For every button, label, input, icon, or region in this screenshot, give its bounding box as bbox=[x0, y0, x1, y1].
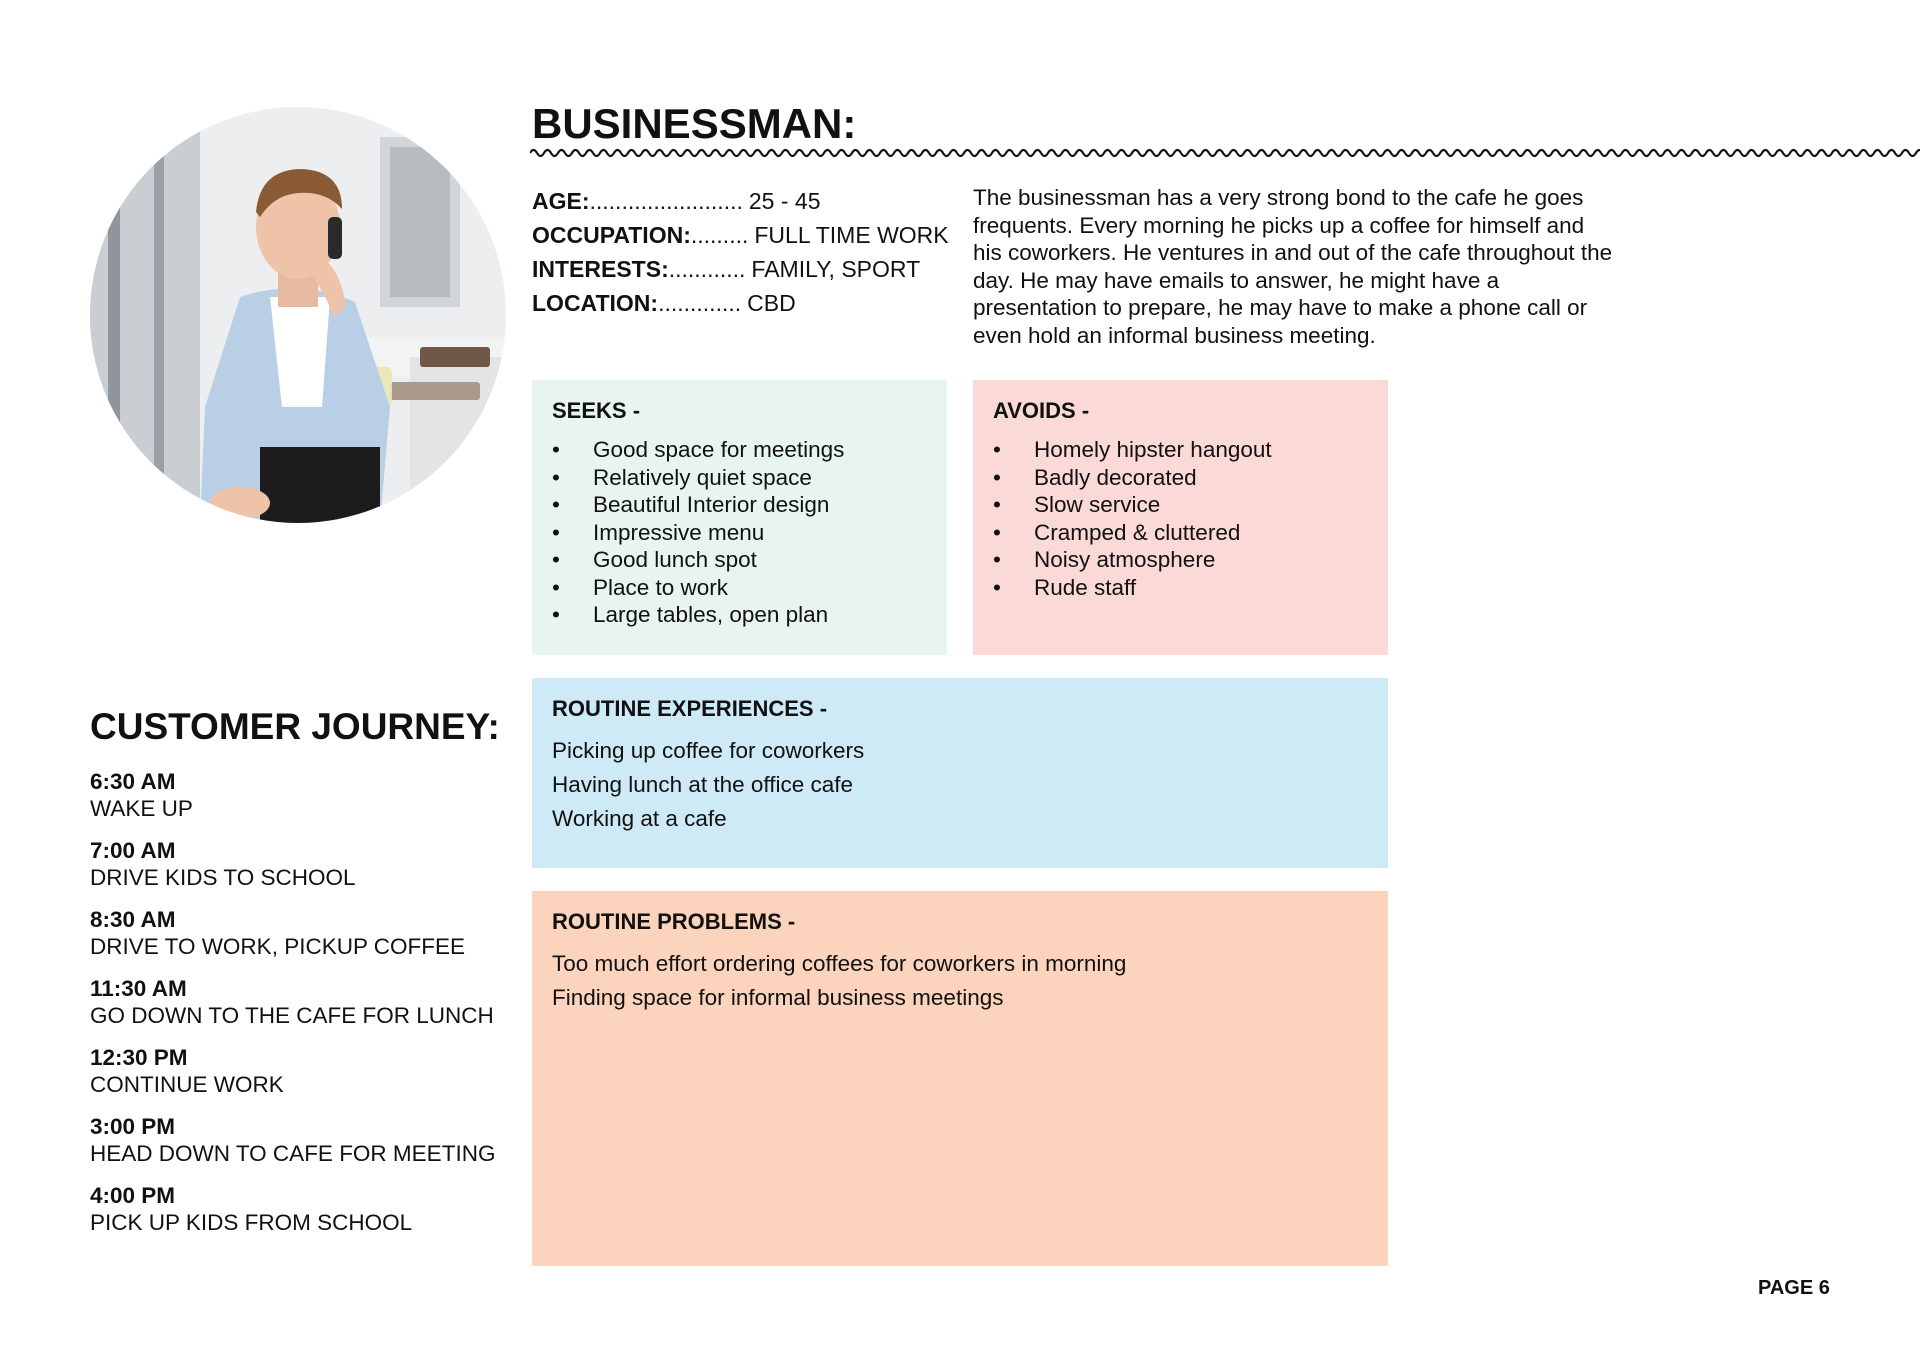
fact-occupation-label: OCCUPATION: bbox=[532, 222, 691, 248]
avoids-title: AVOIDS - bbox=[993, 398, 1090, 423]
bullet: • bbox=[993, 547, 1001, 572]
seeks-item-text: Place to work bbox=[593, 574, 729, 600]
fact-interests-leader: ............ bbox=[668, 256, 746, 282]
seeks-list bbox=[552, 436, 927, 629]
list-item: Having lunch at the office cafe bbox=[552, 772, 854, 797]
list-item: Picking up coffee for coworkers bbox=[552, 738, 865, 763]
seeks-card bbox=[532, 380, 947, 655]
journey-step-activity: PICK UP KIDS FROM SCHOOL bbox=[90, 1210, 413, 1235]
list-item bbox=[552, 436, 927, 464]
bullet: • bbox=[552, 602, 560, 627]
seeks-item-text: Good lunch spot bbox=[593, 547, 757, 572]
list-item bbox=[552, 574, 927, 602]
journey-step bbox=[90, 906, 495, 960]
journey-step-activity: DRIVE TO WORK, PICKUP COFFEE bbox=[90, 934, 466, 959]
list-item bbox=[993, 464, 1368, 492]
list-item bbox=[552, 519, 927, 547]
persona-bio: The businessman has a very strong bond to the cafe he goes frequents. Every morning he picks up a coffee for himself and his coworkers. He ventures in and out of the cafe throughout the day. He may have emails to answer, he might have a presentation to prepare, he may have to make a phone call or even hold an informal business meeting. bbox=[973, 185, 1613, 348]
bullet: • bbox=[552, 437, 560, 462]
seeks-item-text: Beautiful Interior design bbox=[593, 492, 830, 517]
bullet: • bbox=[993, 437, 1001, 462]
bullet: • bbox=[552, 519, 560, 545]
journey-step-activity: GO DOWN TO THE CAFE FOR LUNCH bbox=[90, 1003, 494, 1028]
journey-step-activity: DRIVE KIDS TO SCHOOL bbox=[90, 865, 356, 890]
list-item bbox=[993, 546, 1368, 574]
journey-step-activity: WAKE UP bbox=[90, 796, 193, 821]
fact-location bbox=[532, 286, 949, 320]
routine-experiences-title: ROUTINE EXPERIENCES - bbox=[552, 696, 828, 721]
journey-step-time: 12:30 PM bbox=[90, 1045, 188, 1070]
journey-step-time: 4:00 PM bbox=[90, 1183, 176, 1208]
journey-step bbox=[90, 1113, 495, 1167]
avoids-list bbox=[993, 436, 1368, 601]
seeks-title: SEEKS - bbox=[552, 398, 641, 423]
avoids-item-text: Rude staff bbox=[1034, 574, 1137, 600]
journey-step-time: 7:00 AM bbox=[90, 838, 176, 863]
bullet: • bbox=[993, 492, 1001, 517]
journey-step bbox=[90, 975, 495, 1029]
routine-problems-title: ROUTINE PROBLEMS - bbox=[552, 909, 796, 934]
fact-occupation-value: FULL TIME WORK bbox=[754, 222, 949, 248]
customer-journey-title: CUSTOMER JOURNEY: bbox=[90, 706, 500, 747]
bullet: • bbox=[993, 464, 1001, 490]
fact-age-label: AGE: bbox=[532, 188, 590, 214]
journey-step-time: 6:30 AM bbox=[90, 769, 176, 794]
seeks-item-text: Good space for meetings bbox=[593, 437, 845, 462]
fact-interests bbox=[532, 252, 949, 286]
list-item bbox=[552, 464, 927, 492]
avoids-item-text: Homely hipster hangout bbox=[1034, 437, 1272, 462]
routine-problems-card bbox=[532, 891, 1388, 1266]
bullet: • bbox=[993, 519, 1001, 545]
wavy-divider bbox=[530, 146, 1920, 160]
businessman-photo-illustration bbox=[90, 107, 506, 523]
list-item bbox=[993, 491, 1368, 519]
fact-age bbox=[532, 184, 949, 218]
bullet: • bbox=[552, 464, 560, 490]
fact-age-value: 25 - 45 bbox=[748, 188, 821, 214]
seeks-item-text: Impressive menu bbox=[593, 519, 765, 545]
journey-step-time: 8:30 AM bbox=[90, 907, 176, 932]
fact-interests-label: INTERESTS: bbox=[532, 256, 669, 282]
avoids-card bbox=[973, 380, 1388, 655]
seeks-item-text: Large tables, open plan bbox=[593, 602, 829, 627]
list-item: Too much effort ordering coffees for coworkers in morning bbox=[552, 951, 1127, 976]
persona-facts bbox=[532, 184, 949, 320]
avoids-item-text: Cramped & cluttered bbox=[1034, 519, 1241, 545]
fact-location-value: CBD bbox=[747, 290, 796, 316]
fact-location-label: LOCATION: bbox=[532, 290, 659, 316]
journey-step bbox=[90, 1182, 495, 1236]
avoids-item-text: Noisy atmosphere bbox=[1034, 547, 1216, 572]
bullet: • bbox=[993, 574, 1001, 600]
fact-occupation-leader: ......... bbox=[690, 222, 749, 248]
customer-journey-list bbox=[90, 768, 495, 1251]
page-number: PAGE 6 bbox=[1758, 1277, 1830, 1299]
bullet: • bbox=[552, 492, 560, 517]
avoids-item-text: Badly decorated bbox=[1034, 464, 1197, 490]
journey-step-time: 11:30 AM bbox=[90, 976, 187, 1001]
list-item bbox=[993, 436, 1368, 464]
fact-age-leader: ........................ bbox=[589, 188, 743, 214]
list-item bbox=[993, 519, 1368, 547]
list-item bbox=[552, 601, 927, 629]
fact-occupation bbox=[532, 218, 949, 252]
persona-photo bbox=[90, 107, 506, 523]
fact-location-leader: ............. bbox=[658, 290, 742, 316]
journey-step bbox=[90, 768, 495, 822]
list-item: Finding space for informal business meetings bbox=[552, 985, 1004, 1010]
list-item bbox=[552, 546, 927, 574]
bullet: • bbox=[552, 574, 560, 600]
avoids-item-text: Slow service bbox=[1034, 492, 1161, 517]
journey-step-time: 3:00 PM bbox=[90, 1114, 176, 1139]
seeks-item-text: Relatively quiet space bbox=[593, 464, 812, 490]
routine-experiences-card bbox=[532, 678, 1388, 868]
fact-interests-value: FAMILY, SPORT bbox=[751, 256, 921, 282]
list-item bbox=[552, 491, 927, 519]
journey-step bbox=[90, 837, 495, 891]
journey-step bbox=[90, 1044, 495, 1098]
list-item bbox=[993, 574, 1368, 602]
bullet: • bbox=[552, 547, 560, 572]
journey-step-activity: CONTINUE WORK bbox=[90, 1072, 284, 1097]
persona-title: BUSINESSMAN: bbox=[532, 100, 857, 147]
list-item: Working at a cafe bbox=[552, 806, 727, 831]
journey-step-activity: HEAD DOWN TO CAFE FOR MEETING bbox=[90, 1141, 496, 1166]
